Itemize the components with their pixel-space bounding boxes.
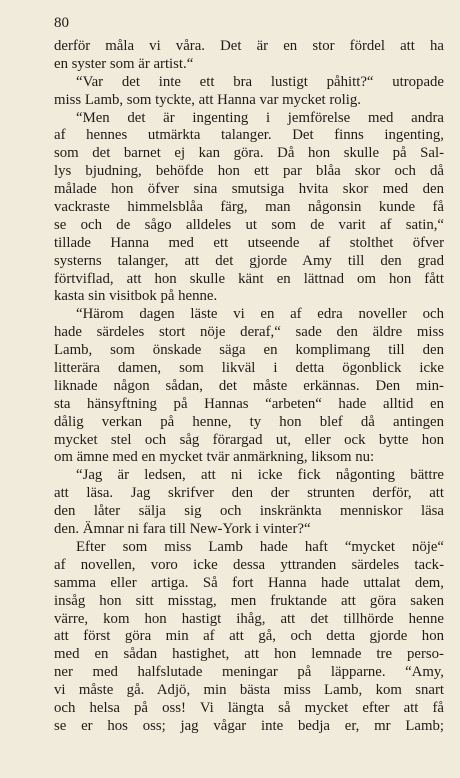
text-line: att läsa. Jag skrifver den der strunten derför, att [54,485,444,502]
text-line: som det barnet ej kan göra. Då hon skulle på Sal- [54,145,444,162]
text-line: “Var det inte ett bra lustigt påhitt?“ utropade [76,73,444,90]
text-line: “Härom dagen läste vi en af edra noveller och [76,306,444,323]
text-line: förtviflad, att hon skulle känt en lättnad om hon fått [54,270,444,287]
text-line: samma eller artiga. Så fort Hanna hade uttalat dem, [54,574,444,591]
text-line: af hennes utmärkta talanger. Det finns ingenting, [54,127,444,144]
text-line: den. Ämnar ni fara till New-York i vinter?“ [54,521,311,538]
text-line: tillade Hanna med ett utseende af stolthet öfver [54,234,444,251]
text-line: hade särdeles stort nöje deraf,“ sade den äldre miss [54,324,444,341]
text-line: af novellen, voro icke dessa yttranden särdeles tack- [54,556,444,573]
text-line: den låter sälja sig och inskränkta menniskor läsa [54,503,444,520]
text-line: sta hänsyftning på Hannas “arbeten“ hade alltid en [54,395,444,412]
text-line: se och de sågo alldeles ut som de varit af satin,“ [54,216,444,233]
text-line: derför måla vi våra. Det är en stor fördel att ha [54,38,444,54]
text-line: och helsa på oss! Vi längta så mycket efter att få [54,699,444,716]
text-line: om ämne med en mycket tvär anmärkning, liksom nu: [54,449,375,466]
text-line: kasta sin visitbok på henne. [54,288,218,305]
text-line: insåg hon sitt misstag, men fruktande att göra saken [54,592,444,609]
text-line: miss Lamb, som tyckte, att Hanna var mycket rolig. [54,91,361,108]
text-line: dålig verkan på henne, ty hon blef då antingen [54,413,444,430]
text-line: mycket stel och såg förargad ut, eller ock bytte hon [54,431,444,448]
page-number: 80 [54,15,69,31]
text-line: liknade någon sådan, det måste erkännas. Den min- [54,377,444,394]
text-line: med en sådan hastighet, att hon lemnade tre perso- [54,646,444,663]
text-line: värre, kom hon hastigt ihåg, att det tillhörde henne [54,610,444,627]
text-line: se er hos oss; jag vågar inte bedja er, mr Lamb; [54,717,444,734]
text-line: “Men det är ingenting i jemförelse med andra [76,109,444,126]
text-line: litterära damen, som likväl i detta ögonblick icke [54,360,444,377]
text-line: målade hon öfver sina smutsiga hvita skor med den [54,181,444,198]
text-line: en syster som är artist.“ [54,55,194,72]
text-line: vackraste himmelsblåa färg, man någonsin kunde få [54,199,444,216]
text-line: systerns talanger, att det gjorde Amy till den grad [54,252,444,269]
text-line: vi måste gå. Adjö, min bästa miss Lamb, kom snart [54,682,444,699]
text-line: Efter som miss Lamb hade haft “mycket nöje“ [76,538,444,555]
text-line: att först göra min af att gå, och detta gjorde hon [54,628,444,645]
text-line: ner med halfslutade meningar på läpparne. “Amy, [54,664,444,681]
text-line: lys bjudning, behöfde hon ett par blåa skor och då [54,163,444,180]
text-line: Lamb, som önskade säga en komplimang till den [54,342,444,359]
text-line: “Jag är ledsen, att ni icke fick någonting bättre [76,467,444,484]
body-text [54,38,444,736]
